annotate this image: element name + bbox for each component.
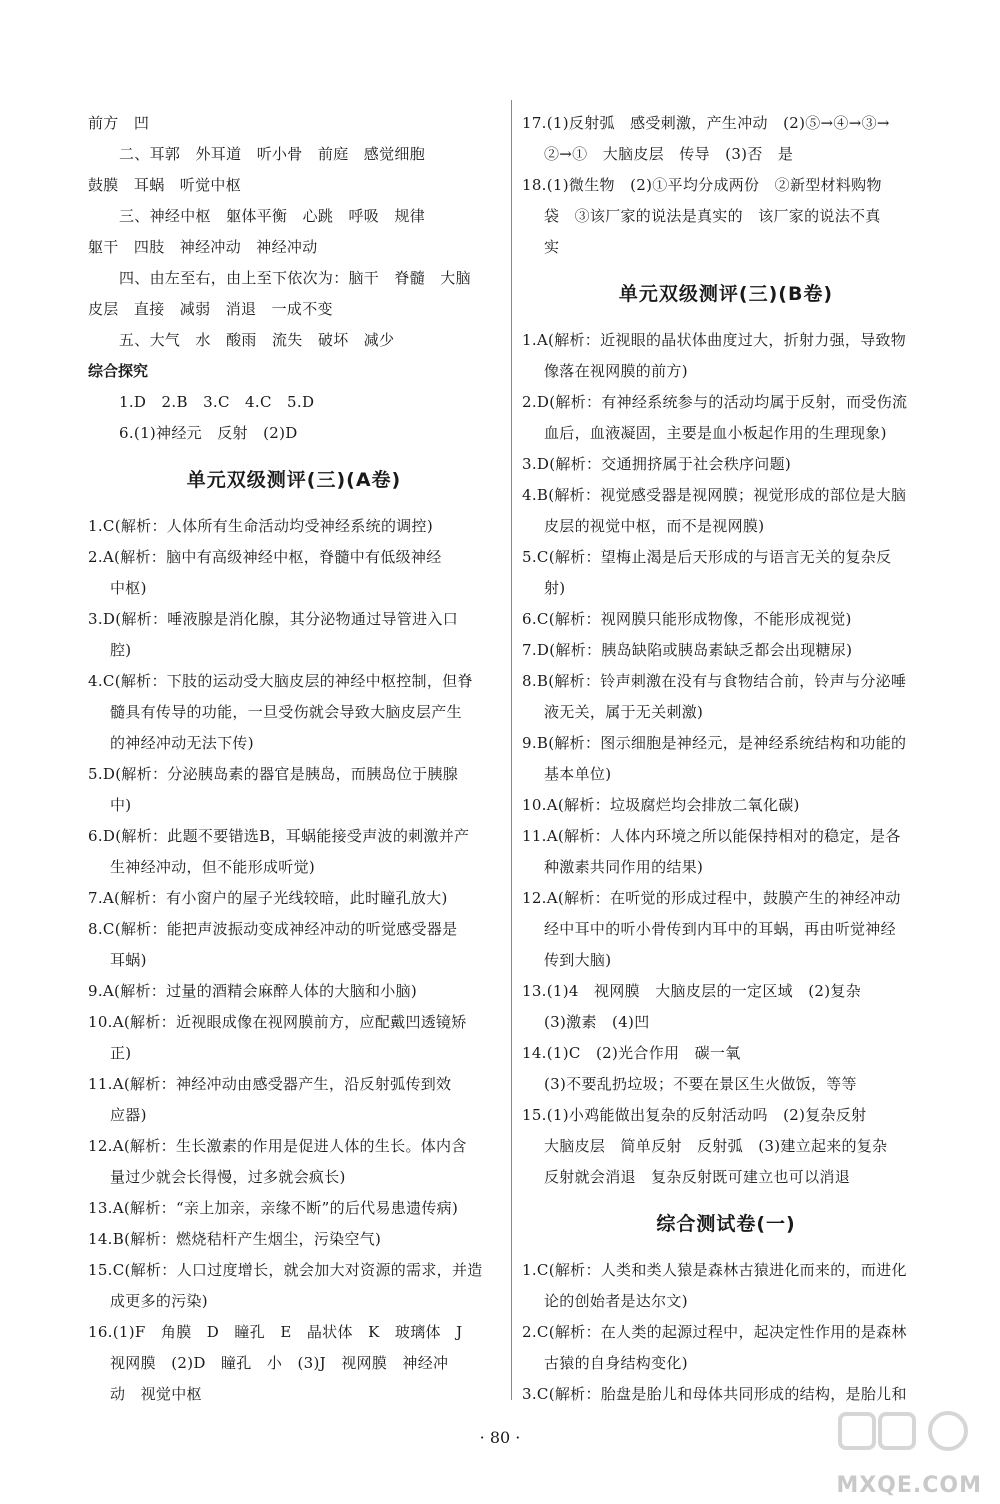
answer-line: 五、大气 水 酸雨 流失 破坏 减少 xyxy=(119,331,395,349)
answer-line: 11.A(解析：人体内环境之所以能保持相对的稳定，是各 xyxy=(522,827,901,845)
answer-line: 2.D(解析：有神经系统参与的活动均属于反射，而受伤流 xyxy=(522,393,908,411)
answer-line: 10.A(解析：垃圾腐烂均会排放二氧化碳) xyxy=(522,796,800,814)
section-title: 单元双级测评(三)(B卷) xyxy=(618,283,834,305)
answer-line: 髓具有传导的功能，一旦受伤就会导致大脑皮层产生 xyxy=(110,703,462,721)
answer-line: 鼓膜 耳蜗 听觉中枢 xyxy=(88,176,242,194)
answer-line: 17.(1)反射弧 感受刺激，产生冲动 (2)⑤→④→③→ xyxy=(522,114,890,132)
answer-line: 3.C(解析：胎盘是胎儿和母体共同形成的结构，是胎儿和 xyxy=(522,1385,907,1403)
answer-line: 4.B(解析：视觉感受器是视网膜；视觉形成的部位是大脑 xyxy=(522,486,907,504)
left-column xyxy=(88,108,500,1410)
answer-line: 16.(1)F 角膜 D 瞳孔 E 晶状体 K 玻璃体 J xyxy=(88,1323,463,1341)
answer-line: 皮层的视觉中枢，而不是视网膜) xyxy=(544,517,765,535)
section-heading: 综合探究 xyxy=(88,362,149,380)
answer-line: 2.A(解析：脑中有高级神经中枢，脊髓中有低级神经 xyxy=(88,548,442,566)
answer-line: 基本单位) xyxy=(544,765,612,783)
answer-line: 的神经冲动无法下传) xyxy=(110,734,254,752)
answer-line: 像落在视网膜的前方) xyxy=(544,362,688,380)
answer-line: 8.C(解析：能把声波振动变成神经冲动的听觉感受器是 xyxy=(88,920,458,938)
answer-line: 13.(1)4 视网膜 大脑皮层的一定区域 (2)复杂 xyxy=(522,982,861,1000)
answer-line: 5.C(解析：望梅止渴是后天形成的与语言无关的复杂反 xyxy=(522,548,892,566)
answer-line: 15.(1)小鸡能做出复杂的反射活动吗 (2)复杂反射 xyxy=(522,1106,867,1124)
answer-line: 1.A(解析：近视眼的晶状体曲度过大，折射力强，导致物 xyxy=(522,331,907,349)
answer-line: 射) xyxy=(544,579,566,597)
answer-line: ②→① 大脑皮层 传导 (3)否 是 xyxy=(544,145,794,163)
watermark-text: MXQE.COM xyxy=(836,1473,982,1498)
answer-line: 反射就会消退 复杂反射既可建立也可以消退 xyxy=(544,1168,851,1186)
answer-line: 正) xyxy=(110,1044,132,1062)
answer-line: 3.D(解析：唾液腺是消化腺，其分泌物通过导管进入口 xyxy=(88,610,458,628)
answer-line: 袋 ③该厂家的说法是真实的 该厂家的说法不真 xyxy=(544,207,881,225)
answer-line: 前方 凹 xyxy=(88,114,150,132)
section-title: 综合测试卷(一) xyxy=(656,1213,796,1235)
answer-line: 传到大脑) xyxy=(544,951,612,969)
answer-line: 14.(1)C (2)光合作用 碳一氧 xyxy=(522,1044,741,1062)
answer-line: 量过少就会长得慢，过多就会疯长) xyxy=(110,1168,346,1186)
answer-line: 5.D(解析：分泌胰岛素的器官是胰岛，而胰岛位于胰腺 xyxy=(88,765,458,783)
answer-line: 6.(1)神经元 反射 (2)D xyxy=(119,424,298,442)
answer-line: 视网膜 (2)D 瞳孔 小 (3)J 视网膜 神经冲 xyxy=(110,1354,449,1372)
answer-line: 古猿的自身结构变化) xyxy=(544,1354,688,1372)
answer-line: 7.D(解析：胰岛缺陷或胰岛素缺乏都会出现糖尿) xyxy=(522,641,853,659)
answer-line: 7.A(解析：有小窗户的屋子光线较暗，此时瞳孔放大) xyxy=(88,889,448,907)
answer-line: 1.D 2.B 3.C 4.C 5.D xyxy=(119,393,315,411)
answer-line: (3)激素 (4)凹 xyxy=(544,1013,650,1031)
answer-line: 血后，血液凝固，主要是血小板起作用的生理现象) xyxy=(544,424,887,442)
answer-line: 3.D(解析：交通拥挤属于社会秩序问题) xyxy=(522,455,792,473)
page-number: · 80 · xyxy=(479,1428,521,1447)
answer-line: 躯干 四肢 神经冲动 神经冲动 xyxy=(88,238,318,256)
answer-line: 种激素共同作用的结果) xyxy=(544,858,704,876)
answer-line: 12.A(解析：在听觉的形成过程中，鼓膜产生的神经冲动 xyxy=(522,889,901,907)
answer-line: 8.B(解析：铃声刺激在没有与食物结合前，铃声与分泌唾 xyxy=(522,672,907,690)
answer-line: 1.C(解析：人类和类人猿是森林古猿进化而来的，而进化 xyxy=(522,1261,907,1279)
answer-line: 皮层 直接 减弱 消退 一成不变 xyxy=(88,300,333,318)
answer-line: 6.C(解析：视网膜只能形成物像，不能形成视觉) xyxy=(522,610,852,628)
answer-line: 2.C(解析：在人类的起源过程中，起决定性作用的是森林 xyxy=(522,1323,907,1341)
answer-line: 9.A(解析：过量的酒精会麻醉人体的大脑和小脑) xyxy=(88,982,418,1000)
right-column xyxy=(522,108,930,1410)
answer-line: 15.C(解析：人口过度增长，就会加大对资源的需求，并造 xyxy=(88,1261,483,1279)
answer-line: 9.B(解析：图示细胞是神经元，是神经系统结构和功能的 xyxy=(522,734,907,752)
answer-line: 中) xyxy=(110,796,132,814)
answer-line: 实 xyxy=(544,238,560,256)
answer-line: 18.(1)微生物 (2)①平均分成两份 ②新型材料购物 xyxy=(522,176,882,194)
answer-line: 二、耳郭 外耳道 听小骨 前庭 感觉细胞 xyxy=(119,145,426,163)
answer-line: (3)不要乱扔垃圾；不要在景区生火做饭，等等 xyxy=(544,1075,857,1093)
answer-line: 生神经冲动，但不能形成听觉) xyxy=(110,858,316,876)
answer-line: 6.D(解析：此题不要错选B，耳蜗能接受声波的刺激并产 xyxy=(88,827,470,845)
answer-line: 动 视觉中枢 xyxy=(110,1385,202,1403)
answer-line: 应器) xyxy=(110,1106,147,1124)
answer-line: 腔) xyxy=(110,641,132,659)
answer-line: 4.C(解析：下肢的运动受大脑皮层的神经中枢控制，但脊 xyxy=(88,672,473,690)
answer-line: 耳蜗) xyxy=(110,951,147,969)
answer-line: 11.A(解析：神经冲动由感受器产生，沿反射弧传到效 xyxy=(88,1075,452,1093)
answer-line: 13.A(解析：“亲上加亲，亲缘不断”的后代易患遗传病) xyxy=(88,1199,459,1217)
answer-line: 成更多的污染) xyxy=(110,1292,208,1310)
answer-line: 三、神经中枢 躯体平衡 心跳 呼吸 规律 xyxy=(119,207,426,225)
answer-line: 四、由左至右，由上至下依次为：脑干 脊髓 大脑 xyxy=(119,269,471,287)
answer-line: 10.A(解析：近视眼成像在视网膜前方，应配戴凹透镜矫 xyxy=(88,1013,467,1031)
answer-line: 12.A(解析：生长激素的作用是促进人体的生长。体内含 xyxy=(88,1137,467,1155)
answer-line: 大脑皮层 简单反射 反射弧 (3)建立起来的复杂 xyxy=(544,1137,888,1155)
answer-line: 经中耳中的听小骨传到内耳中的耳蜗，再由听觉神经 xyxy=(544,920,896,938)
answer-line: 液无关，属于无关刺激) xyxy=(544,703,704,721)
column-divider xyxy=(511,100,512,1400)
answer-line: 论的创始者是达尔文) xyxy=(544,1292,688,1310)
answer-line: 14.B(解析：燃烧秸杆产生烟尘，污染空气) xyxy=(88,1230,382,1248)
answer-line: 中枢) xyxy=(110,579,147,597)
answer-line: 1.C(解析：人体所有生命活动均受神经系统的调控) xyxy=(88,517,433,535)
section-title: 单元双级测评(三)(A卷) xyxy=(186,469,402,491)
